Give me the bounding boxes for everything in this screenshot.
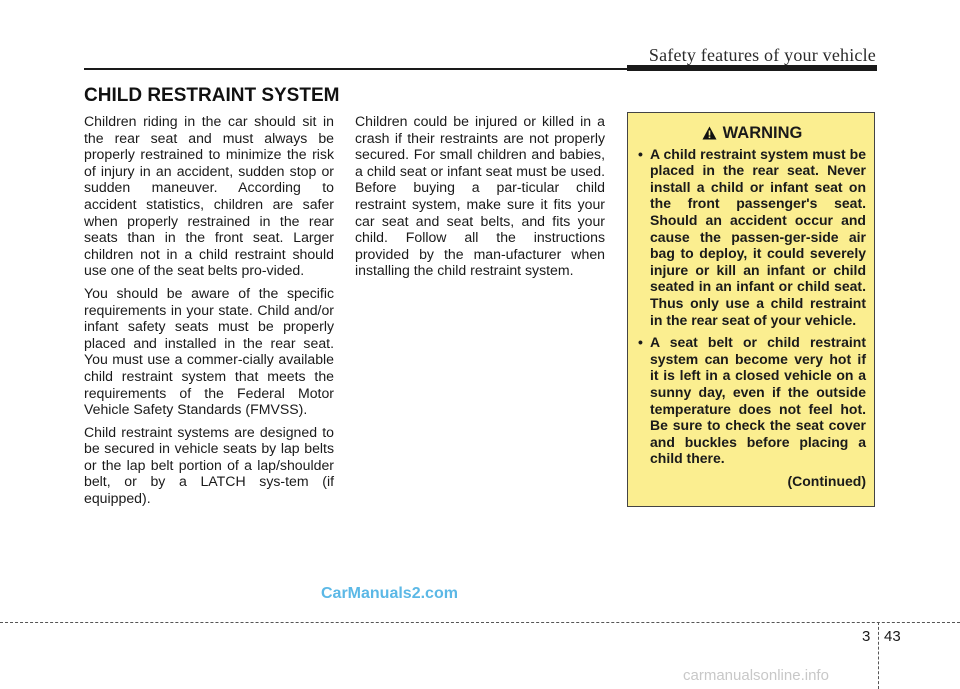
warning-box	[627, 112, 875, 507]
warning-item	[638, 146, 866, 329]
site-watermark: carmanualsonline.info	[683, 667, 829, 684]
paragraph: Child restraint systems are designed to be secured in vehicle seats by lap belts or the lap belt portion of a lap/shoulder belt, or by a LATCH sys-tem (if equipped).	[84, 423, 334, 507]
warning-title: WARNING	[722, 124, 803, 142]
paragraph: Children could be injured or killed in a crash if their restraints are not properly secured. For small children and babies, a child seat or infant seat must be used. Before buying a par-ticular child restraint system, make sure it fits your car seat and seat belts, and fits your child. Follow all the instructions provided by the man-ufacturer when installing the child restraint system.	[355, 113, 605, 279]
text-column-1	[84, 113, 334, 513]
header-title: Safety features of your vehicle	[648, 45, 876, 65]
page-separator	[878, 622, 879, 689]
bullet: •	[638, 145, 643, 162]
warning-header	[638, 125, 866, 142]
paragraph: You should be aware of the specific requirements in your state. Child and/or infant safety seats must be properly placed and installed in the rear seat. You must use a commer-cially available child restraint system that meets the requirements of the Federal Motor Vehicle Safety Standards (FMVSS).	[84, 284, 334, 418]
warning-item	[638, 334, 866, 467]
paragraph: Children riding in the car should sit in the rear seat and must always be properly restrained to minimize the risk of injury in an accident, sudden stop or sudden maneuver. According to accident statistics, children are safer when properly restrained in the rear seats than in the front seat. Larger children not in a child restraint should use one of the seat belts pro-vided.	[84, 113, 334, 279]
warning-list	[638, 146, 866, 467]
bullet: •	[638, 334, 643, 351]
text-column-2	[355, 113, 605, 285]
section-number: 3	[862, 628, 871, 645]
header-rule-accent	[627, 65, 877, 71]
continued-label: (Continued)	[787, 472, 866, 489]
warning-triangle-icon	[702, 126, 717, 140]
footer-divider	[0, 622, 960, 623]
page-number: 43	[884, 628, 901, 645]
watermark: CarManuals2.com	[321, 585, 458, 602]
warning-item-text: A seat belt or child restraint system can become very hot if it is left in a closed vehicle on a sunny day, even if the outside temperature does not feel hot. Be sure to check the seat cover and buckles before placing a child there.	[650, 334, 866, 467]
section-title: CHILD RESTRAINT SYSTEM	[84, 85, 340, 106]
warning-item-text: A child restraint system must be placed in the rear seat. Never install a child or infant seat on the front passenger's seat. Should an accident occur and cause the passen-ger-side air bag to deploy, it could severely injure or kill an infant or child seated in an infant or child seat. Thus only use a child restraint in the rear seat of your vehicle.	[650, 145, 866, 328]
